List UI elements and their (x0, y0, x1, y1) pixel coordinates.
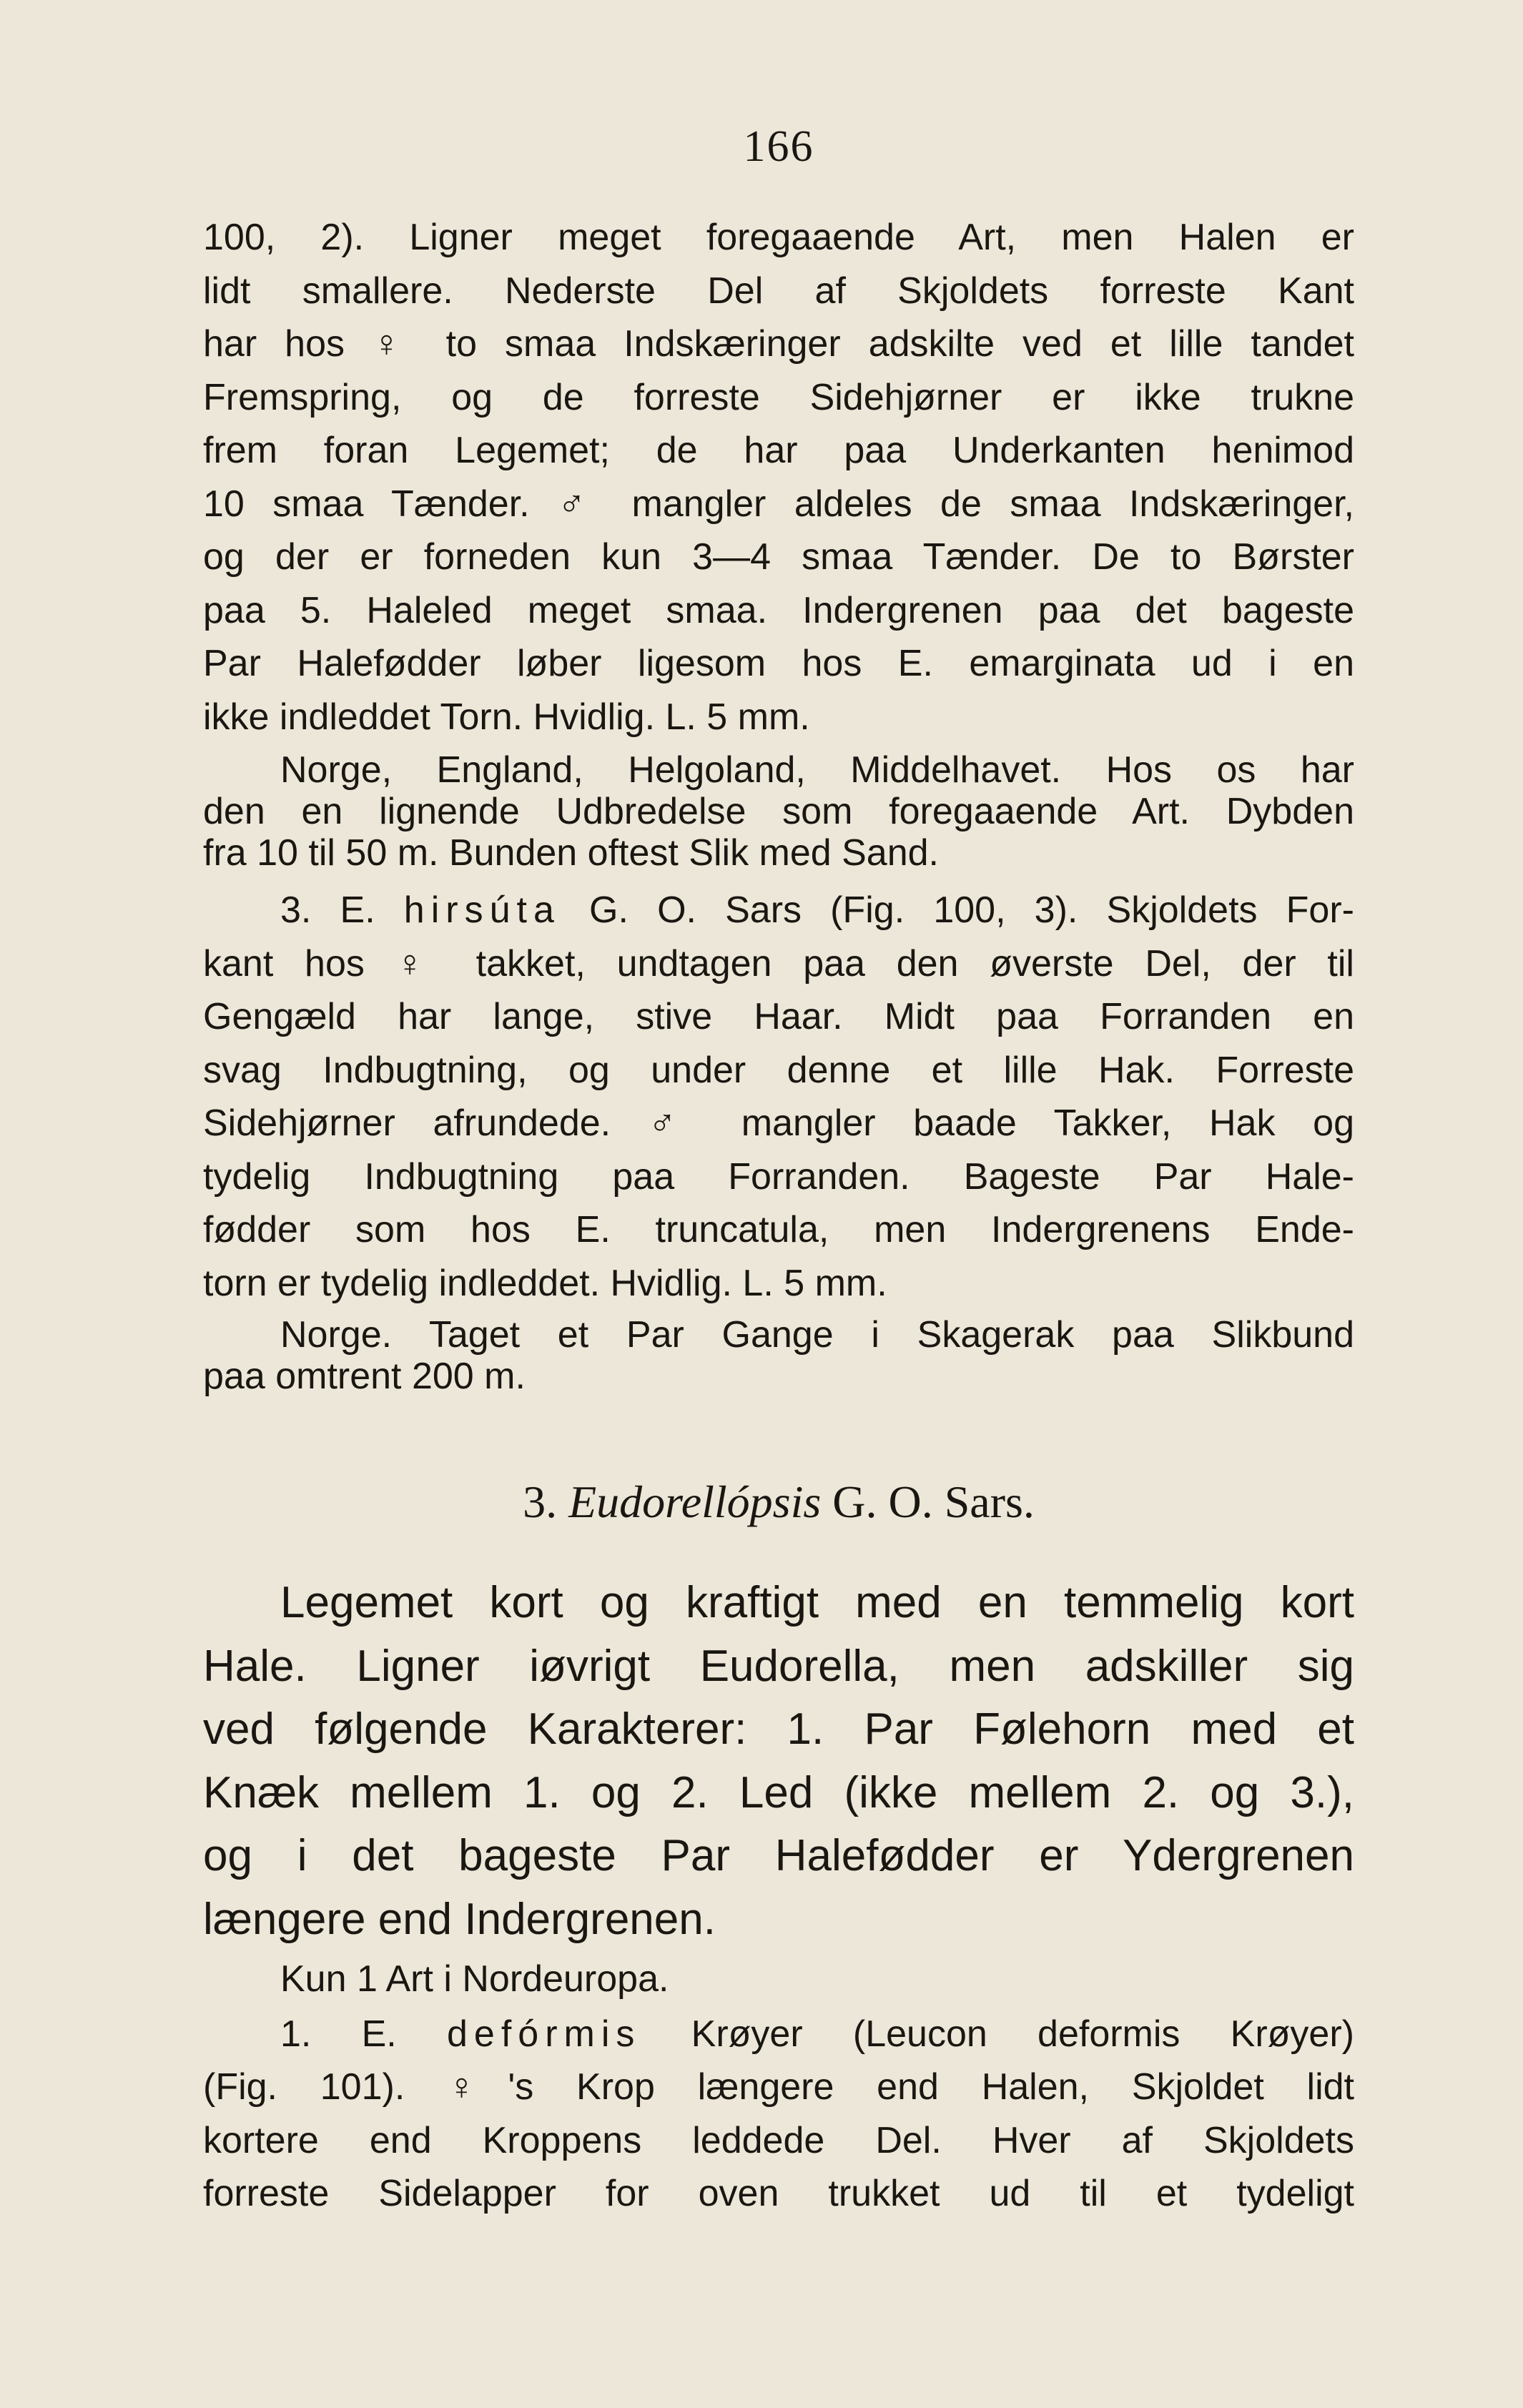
heading-number: 3. (523, 1476, 558, 1527)
paragraph-e-deformis (203, 2008, 1354, 2221)
text-line: Norge, England, Helgoland, Middelhavet. Hos os har (280, 749, 1354, 791)
text-line: ikke indleddet Torn. Hvidlig. L. 5 mm. (203, 696, 810, 738)
text-line: Par Halefødder løber ligesom hos E. emarginata ud i en (203, 643, 1354, 684)
species-entry-line (203, 884, 1354, 937)
book-page (203, 107, 1354, 2221)
text-line: fødder som hos E. truncatula, men Indergrenens Ende- (203, 1209, 1354, 1250)
text-line: Sidehjørner afrundede. ♂ mangler baade Takker, Hak og (203, 1102, 1354, 1144)
text-line: kant hos ♀ takket, undtagen paa den øverste Del, der til (203, 942, 1354, 985)
text-line: har hos ♀ to smaa Indskæringer adskilte ved et lille tandet (203, 323, 1354, 365)
paragraph-species-2-description (203, 211, 1354, 744)
text-line: Knæk mellem 1. og 2. Led (ikke mellem 2. og 3.), (203, 1767, 1354, 1817)
heading-genus: Eudorellópsis (568, 1476, 822, 1527)
text-line: 10 smaa Tænder. ♂ mangler aldeles de smaa Indskæringer, (203, 483, 1354, 525)
text-line: ved følgende Karakterer: 1. Par Følehorn med et (203, 1704, 1354, 1754)
text-line: paa omtrent 200 m. (203, 1356, 526, 1397)
text-line: længere end Indergrenen. (203, 1894, 716, 1944)
entry-number: 3. E. (280, 889, 404, 931)
text-line: og i det bageste Par Halefødder er Ydergrenen (203, 1831, 1354, 1880)
text-line: 100, 2). Ligner meget foregaaende Art, men Halen er (203, 217, 1354, 258)
text-line: forreste Sidelapper for oven trukket ud til et tydeligt (203, 2173, 1354, 2214)
text-line: torn er tydelig indleddet. Hvidlig. L. 5 mm. (203, 1262, 887, 1304)
page-number: 166 (743, 122, 814, 171)
species-name: defórmis (446, 2013, 641, 2055)
entry-number: 1. E. (280, 2013, 447, 2055)
text-line: frem foran Legemet; de har paa Underkanten henimod (203, 430, 1354, 471)
text-line: paa 5. Haleled meget smaa. Indergrenen paa det bageste (203, 589, 1354, 631)
heading-author: G. O. Sars. (832, 1476, 1035, 1527)
entry-author: Krøyer (Leucon deformis Krøyer) (641, 2013, 1354, 2055)
text-line: Hale. Ligner iøvrigt Eudorella, men adskiller sig (203, 1641, 1354, 1691)
paragraph-species-count (203, 1953, 1354, 2006)
species-entry-line (203, 2008, 1354, 2061)
paragraph-distribution-2 (203, 1314, 1354, 1397)
text-line: og der er forneden kun 3—4 smaa Tænder. De to Børster (203, 536, 1354, 578)
text-line: Gengæld har lange, stive Haar. Midt paa Forranden en (203, 996, 1354, 1037)
text-line: kortere end Kroppens leddede Del. Hver af Skjoldets (203, 2119, 1354, 2161)
text-line: Norge. Taget et Par Gange i Skagerak paa Slikbund (280, 1314, 1354, 1356)
text-line: Fremspring, og de forreste Sidehjørner er ikke trukne (203, 376, 1354, 418)
text-line: (Fig. 101). ♀'s Krop længere end Halen, Skjoldet lidt (203, 2066, 1354, 2108)
paragraph-e-hirsuta (203, 884, 1354, 1310)
paragraph-distribution-1-cont (203, 791, 1354, 874)
entry-author: G. O. Sars (Fig. 100, 3). Skjoldets For- (560, 889, 1354, 931)
species-name: hirsúta (403, 889, 561, 931)
text-line: fra 10 til 50 m. Bunden oftest Slik med Sand. (203, 832, 940, 874)
genus-heading (203, 1476, 1354, 1529)
text-line: svag Indbugtning, og under denne et lille Hak. Forreste (203, 1049, 1354, 1091)
text-line: Legemet kort og kraftigt med en temmelig kort (280, 1578, 1354, 1627)
text-line: Kun 1 Art i Nordeuropa. (280, 1958, 669, 2000)
paragraph-distribution-1 (203, 749, 1354, 791)
paragraph-genus-description (203, 1571, 1354, 1951)
text-line: den en lignende Udbredelse som foregaaende Art. Dybden (203, 791, 1354, 832)
text-line: lidt smallere. Nederste Del af Skjoldets forreste Kant (203, 270, 1354, 312)
text-line: tydelig Indbugtning paa Forranden. Bageste Par Hale- (203, 1155, 1354, 1198)
